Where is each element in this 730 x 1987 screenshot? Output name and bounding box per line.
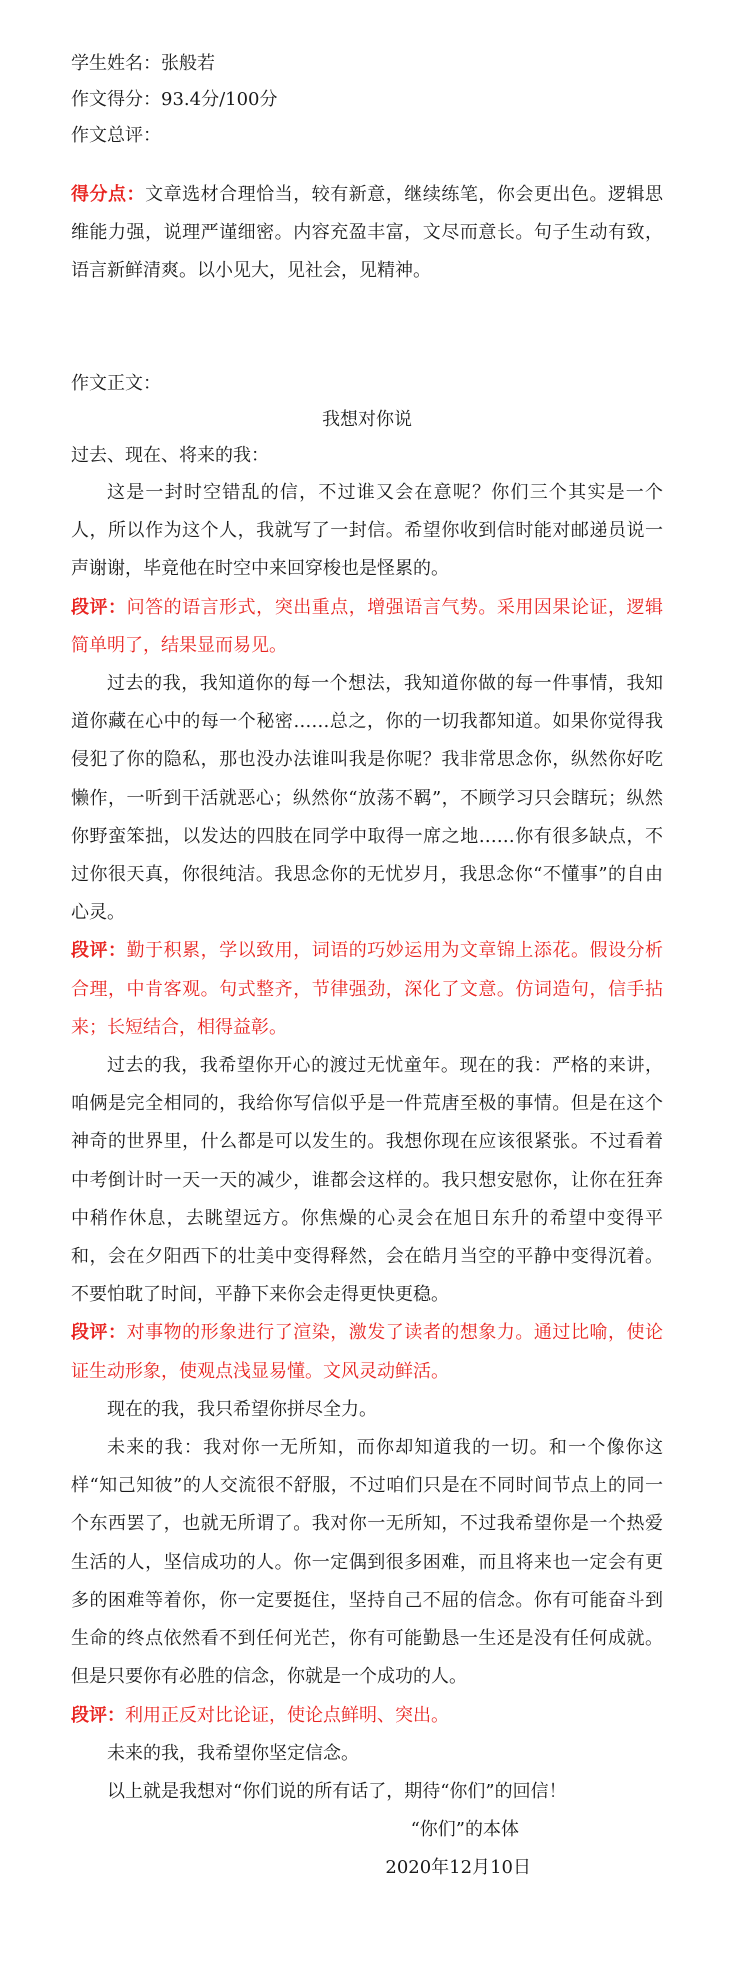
score-label: 作文得分： <box>71 89 161 110</box>
score-line <box>71 82 663 118</box>
essay-paragraph: 过去的我，我知道你的每一个想法，我知道你做的每一件事情，我知道你藏在心中的每一个秘密……总之，你的一切我都知道。如果你觉得我侵犯了你的隐私，那也没办法谁叫我是你呢？我非常思念你，纵然你好吃懒作，一听到干活就恶心；纵然你“放荡不羁”，不顾学习只会瞎玩；纵然你野蛮笨拙，以发达的四肢在同学中取得一席之地……你有很多缺点，不过你很天真，你很纯洁。我思念你的无忧岁月，我思念你“不懂事”的自由心灵。 <box>71 673 663 924</box>
student-name-label: 学生姓名： <box>71 53 161 74</box>
overall-comment-label: 作文总评： <box>71 125 161 146</box>
essay-title: 我想对你说 <box>322 409 412 430</box>
essay-paragraph: 以上就是我想对“你们说的所有话了，期待“你们”的回信！ <box>107 1780 567 1802</box>
review-text: 问答的语言形式，突出重点，增强语言气势。采用因果论证，逻辑简单明了，结果显而易见。 <box>71 596 664 656</box>
overall-comment <box>71 176 663 290</box>
essay-salutation: 过去、现在、将来的我： <box>71 445 269 466</box>
review-label: 段评： <box>71 596 127 618</box>
score-value: 93.4分/100分 <box>161 89 278 110</box>
letter-date: 2020年12月10日 <box>385 1857 531 1879</box>
paragraph-review <box>71 1314 663 1390</box>
signature: “你们”的本体 <box>410 1819 519 1841</box>
review-text: 对事物的形象进行了渲染，激发了读者的想象力。通过比喻，使论证生动形象，使观点浅显易懂。文风灵动鲜活。 <box>71 1322 664 1382</box>
paragraph-review <box>71 932 663 1047</box>
scoring-points-label: 得分点： <box>71 184 146 205</box>
essay-paragraph: 过去的我，我希望你开心的渡过无忧童年。现在的我：严格的来讲，咱俩是完全相同的，我给你写信似乎是一件荒唐至极的事情。但是在这个神奇的世界里，什么都是可以发生的。我想你现在应该很紧张。不过看着中考倒计时一天一天的减少，谁都会这样的。我只想安慰你，让你在狂奔中稍作休息，去眺望远方。你焦燥的心灵会在旭日东升的希望中变得平和，会在夕阳西下的壮美中变得释然，会在皓月当空的平静中变得沉着。不要怕耽了时间，平静下来你会走得更快更稳。 <box>71 1055 663 1306</box>
review-label: 段评： <box>71 1704 125 1726</box>
review-text: 勤于积累，学以致用，词语的巧妙运用为文章锦上添花。假设分析合理，中肯客观。句式整齐，节律强劲，深化了文意。仿词造句，信手拈来；长短结合，相得益彰。 <box>71 940 664 1038</box>
paragraph-review <box>71 589 663 665</box>
essay-paragraph: 未来的我，我希望你坚定信念。 <box>107 1742 359 1764</box>
essay-paragraph: 现在的我，我只希望你拼尽全力。 <box>107 1398 377 1420</box>
review-text: 利用正反对比论证，使论点鲜明、突出。 <box>125 1704 449 1726</box>
essay-body-label: 作文正文： <box>71 373 161 394</box>
student-name-line <box>71 46 663 82</box>
essay-document <box>71 46 663 1887</box>
scoring-points-text: 文章选材合理恰当，较有新意，继续练笔，你会更出色。逻辑思维能力强，说理严谨细密。内容充盈丰富，文尽而意长。句子生动有致，语言新鲜清爽。以小见大，见社会，见精神。 <box>71 184 664 281</box>
essay-paragraph: 这是一封时空错乱的信，不过谁又会在意呢？你们三个其实是一个人，所以作为这个人，我就写了一封信。希望你收到信时能对邮递员说一声谢谢，毕竟他在时空中来回穿梭也是怪累的。 <box>71 482 663 580</box>
student-name: 张般若 <box>161 53 215 74</box>
paragraph-review <box>71 1697 663 1735</box>
review-label: 段评： <box>71 1322 127 1344</box>
essay-paragraph: 未来的我：我对你一无所知，而你却知道我的一切。和一个像你这样“知己知彼”的人交流很不舒服，不过咱们只是在不同时间节点上的同一个东西罢了，也就无所谓了。我对你一无所知，不过我希望你是一个热爱生活的人，坚信成功的人。你一定偶到很多困难，而且将来也一定会有更多的困难等着你，你一定要挺住，坚持自己不屈的信念。你有可能奋斗到生命的终点依然看不到任何光芒，你有可能勤恳一生还是没有任何成就。但是只要你有必胜的信念，你就是一个成功的人。 <box>71 1437 663 1688</box>
review-label: 段评： <box>71 940 127 962</box>
